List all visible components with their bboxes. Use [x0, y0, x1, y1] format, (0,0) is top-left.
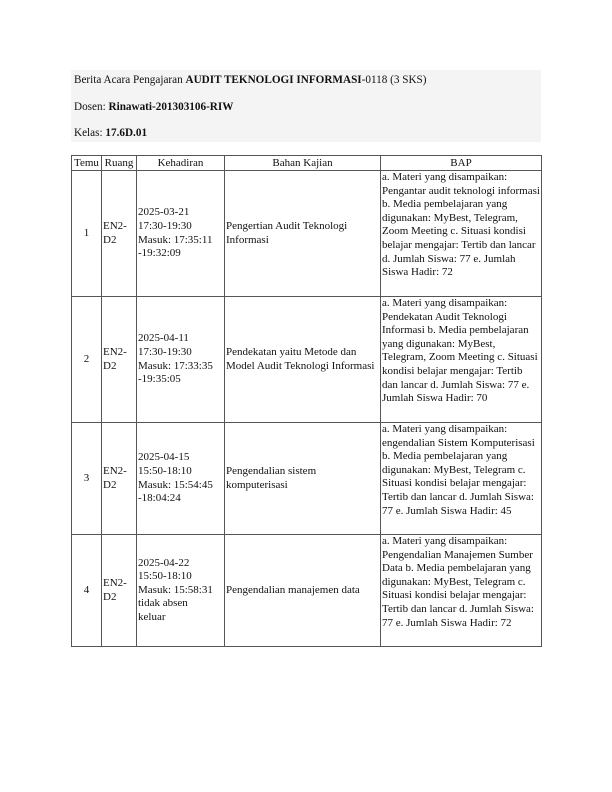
header-ruang: Ruang — [102, 156, 137, 171]
header-kehadiran: Kehadiran — [137, 156, 225, 171]
table-row — [72, 535, 542, 647]
lecturer-line — [74, 101, 233, 114]
header-bap: BAP — [381, 156, 542, 171]
table-header-row — [72, 156, 542, 171]
header-bahan-kajian: Bahan Kajian — [225, 156, 381, 171]
teaching-record-table — [71, 155, 542, 647]
attendance-status-cont: keluar — [138, 610, 166, 623]
report-title — [74, 74, 427, 87]
lecturer-label: Dosen: — [74, 101, 109, 113]
attendance-checkin: Masuk: 17:33:35 — [138, 359, 213, 372]
class-value: 17.6D.01 — [105, 127, 148, 139]
room-cell: EN2-D2 — [102, 535, 137, 647]
attendance-date: 2025-03-21 — [138, 206, 190, 219]
meeting-number: 2 — [72, 297, 102, 423]
attendance-date: 2025-04-11 — [138, 332, 189, 345]
course-code: -0118 (3 SKS) — [361, 74, 427, 86]
meeting-number: 1 — [72, 171, 102, 297]
class-line — [74, 127, 147, 140]
attendance-checkin: Masuk: 15:58:31 — [138, 583, 213, 596]
attendance-schedule: 15:50-18:10 — [138, 464, 192, 477]
meeting-number: 4 — [72, 535, 102, 647]
attendance-cell — [137, 297, 225, 423]
attendance-date: 2025-04-22 — [138, 556, 190, 569]
topic-cell: Pengendalian manajemen data — [225, 535, 381, 647]
attendance-checkin: Masuk: 17:35:11 — [138, 233, 213, 246]
attendance-cell — [137, 171, 225, 297]
room-cell: EN2-D2 — [102, 423, 137, 535]
topic-cell: Pengertian Audit Teknologi Informasi — [225, 171, 381, 297]
document-header — [71, 70, 541, 142]
topic-cell: Pengendalian sistem komputerisasi — [225, 423, 381, 535]
bap-cell: a. Materi yang disampaikan: Pengendalian Manajemen Sumber Data b. Media pembelajaran yang digunakan: MyBest, Telegram c. Situasi kondisi belajar mengajar: Tertib dan lancar d. Jumlah Siswa: 77 e. Jumlah Siswa Hadir: 72 — [381, 535, 542, 647]
attendance-checkout: -19:32:09 — [138, 247, 181, 260]
table-row — [72, 297, 542, 423]
attendance-checkin: Masuk: 15:54:45 — [138, 478, 213, 491]
attendance-cell — [137, 423, 225, 535]
title-prefix: Berita Acara Pengajaran — [74, 74, 186, 86]
bap-cell: a. Materi yang disampaikan: Pengantar audit teknologi informasi b. Media pembelajaran yang digunakan: MyBest, Telegram, Zoom Meeting c. Situasi kondisi belajar mengajar: Tertib dan lancar d. Jumlah Siswa: 77 e. Jumlah Siswa Hadir: 72 — [381, 171, 542, 297]
attendance-schedule: 15:50-18:10 — [138, 570, 192, 583]
room-cell: EN2-D2 — [102, 297, 137, 423]
header-temu: Temu — [72, 156, 102, 171]
bap-cell: a. Materi yang disampaikan: engendalian Sistem Komputerisasi b. Media pembelajaran yang digunakan: MyBest, Telegram c. Situasi kondisi belajar mengajar: Tertib dan lancar d. Jumlah Siswa: 77 e. Jumlah Siswa Hadir: 45 — [381, 423, 542, 535]
attendance-cell — [137, 535, 225, 647]
attendance-checkout: -18:04:24 — [138, 492, 181, 505]
attendance-schedule: 17:30-19:30 — [138, 345, 192, 358]
course-name: AUDIT TEKNOLOGI INFORMASI — [185, 74, 362, 86]
attendance-checkout: -19:35:05 — [138, 373, 181, 386]
topic-cell: Pendekatan yaitu Metode dan Model Audit Teknologi Informasi — [225, 297, 381, 423]
room-cell: EN2-D2 — [102, 171, 137, 297]
table-row — [72, 423, 542, 535]
class-label: Kelas: — [74, 127, 106, 139]
bap-cell: a. Materi yang disampaikan: Pendekatan Audit Teknologi Informasi b. Media pembelajaran yang digunakan: MyBest, Telegram, Zoom Meeting c. Situasi kondisi belajar mengajar: Tertib dan lancar d. Jumlah Siswa: 77 e. Jumlah Siswa Hadir: 70 — [381, 297, 542, 423]
table-row — [72, 171, 542, 297]
attendance-status: tidak absen — [138, 597, 188, 610]
meeting-number: 3 — [72, 423, 102, 535]
attendance-date: 2025-04-15 — [138, 451, 190, 464]
attendance-schedule: 17:30-19:30 — [138, 219, 192, 232]
lecturer-value: Rinawati-201303106-RIW — [108, 101, 234, 113]
